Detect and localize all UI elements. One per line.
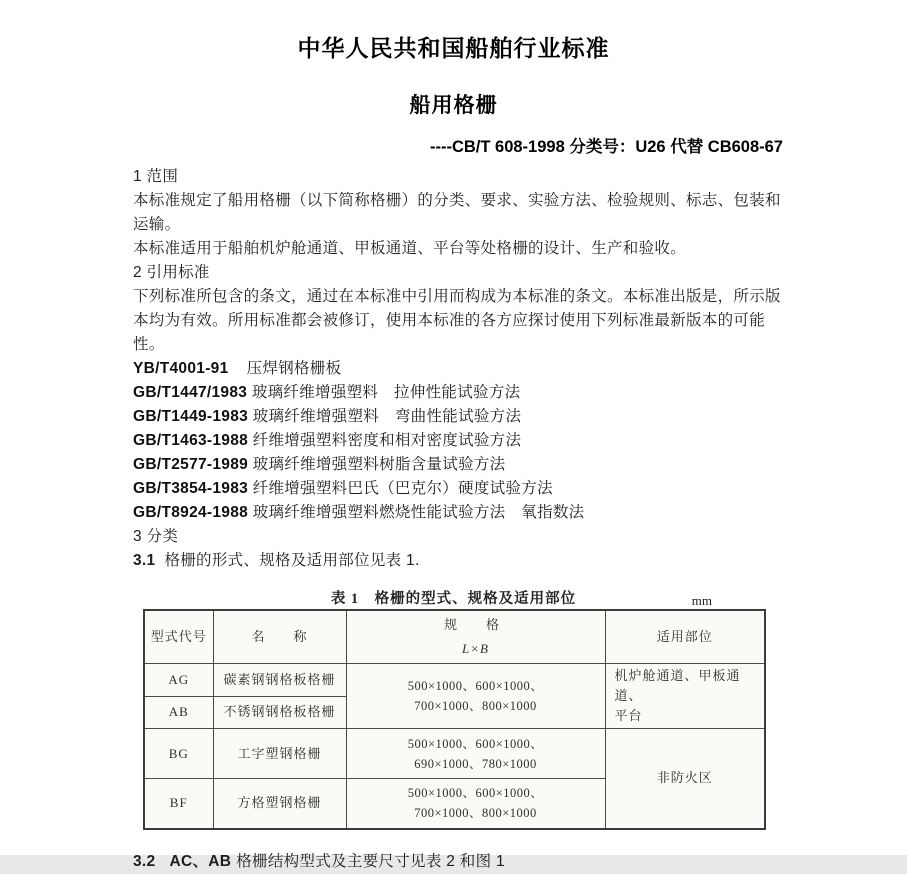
section-3-1-number: 3.1 [133,552,156,569]
table-1-caption-text: 表 1 格栅的型式、规格及适用部位 [330,591,577,607]
reference-code: YB/T4001-91 [133,360,229,377]
section-1-heading: 1 范围 [133,168,179,185]
table-1 [143,609,766,830]
document-body [133,165,788,874]
table-row-bg [144,729,765,779]
reference-item [133,501,788,525]
section-3-2-text: 格栅结构型式及主要尺寸见表 2 和图 1 [236,852,505,870]
reference-title: 玻璃纤维增强塑料树脂含量试验方法 [252,456,506,473]
spec-line: 700×1000、800×1000 [414,806,537,821]
header-spec-dimensions: L×B [462,641,489,656]
section-3-1-text: 格栅的形式、规格及适用部位见表 1. [164,552,420,569]
cell-name-bf: 方格塑钢格栅 [213,779,346,829]
reference-item [133,405,788,429]
reference-code: GB/T1447/1983 [133,384,248,401]
section-3-heading: 3 分类 [133,528,179,545]
cell-spec-bf [346,779,605,829]
cell-code-bg: BG [144,729,213,779]
cell-spec-bg [346,729,605,779]
section-3-2-lead: AC、AB [169,852,232,870]
reference-code: GB/T1463-1988 [133,432,249,449]
reference-item [133,453,788,477]
header-type-code: 型式代号 [144,610,213,664]
cell-spec-ag-ab [346,664,605,729]
reference-title: 玻璃纤维增强塑料燃烧性能试验方法 氧指数法 [252,504,585,521]
table-row-ag [144,664,765,697]
header-spec [346,610,605,664]
reference-code: GB/T2577-1989 [133,456,249,473]
reference-title: 纤维增强塑料巴氏（巴克尔）硬度试验方法 [252,480,553,497]
reference-item [133,429,788,453]
table-1-block [143,587,764,830]
application-line: 平台 [614,708,643,723]
section-2-heading: 2 引用标准 [133,264,210,281]
header-spec-title: 规 格 [443,617,507,632]
cell-code-bf: BF [144,779,213,829]
standard-number-line: ----CB/T 608-1998 分类号：U26 代替 CB608-67 [429,138,783,156]
section-3-2-number: 3.2 [133,852,156,870]
cell-application-ag-ab [605,664,765,729]
spec-line: 500×1000、600×1000、 [407,679,544,693]
reference-title: 纤维增强塑料密度和相对密度试验方法 [252,432,522,449]
reference-title: 玻璃纤维增强塑料 拉伸性能试验方法 [251,384,521,401]
doc-title: 中华人民共和国船舶行业标准 [297,35,610,61]
spec-line: 500×1000、600×1000、 [407,786,544,801]
cell-name-ag: 碳素钢钢格板格栅 [213,664,346,697]
section-3-1-line [133,549,788,573]
reference-title: 玻璃纤维增强塑料 弯曲性能试验方法 [252,408,522,425]
cell-code-ab: AB [144,696,213,729]
cell-name-bg: 工字塑钢格栅 [213,729,346,779]
table-header-row [144,610,765,664]
reference-code: GB/T8924-1988 [133,504,249,521]
spec-line: 690×1000、780×1000 [414,756,537,771]
reference-title: 压焊钢格栅板 [246,360,342,377]
section-2-paragraph-1: 下列标准所包含的条文，通过在本标准中引用而构成为本标准的条文。本标准出版是，所示版本均为有效。所用标准都会被修订，使用本标准的各方应探讨使用下列标准最新版本的可能性。 [133,288,781,353]
reference-code: GB/T1449-1983 [133,408,249,425]
reference-item [133,357,788,381]
table-1-unit-label: mm [691,593,712,608]
doc-subtitle: 船用格栅 [409,94,498,117]
section-1-paragraph-2: 本标准适用于船舶机炉舱通道、甲板通道、平台等处格栅的设计、生产和验收。 [133,240,687,257]
reference-item [133,381,788,405]
section-1-paragraph-1: 本标准规定了船用格栅（以下简称格栅）的分类、要求、实验方法、检验规则、标志、包装和运输。 [133,192,781,233]
spec-line: 500×1000、600×1000、 [407,736,544,751]
header-name: 名 称 [213,610,346,664]
cell-name-ab: 不锈钢钢格板格栅 [213,696,346,729]
section-3-2-line [133,850,788,874]
cell-application-bg-bf: 非防火区 [605,729,765,829]
spec-line: 700×1000、800×1000 [414,699,537,713]
reference-code: GB/T3854-1983 [133,480,249,497]
cell-code-ag: AG [144,664,213,697]
header-application: 适用部位 [605,610,765,664]
table-1-caption [143,587,764,609]
application-line: 机炉舱通道、甲板通道、 [614,668,741,703]
reference-item [133,477,788,501]
